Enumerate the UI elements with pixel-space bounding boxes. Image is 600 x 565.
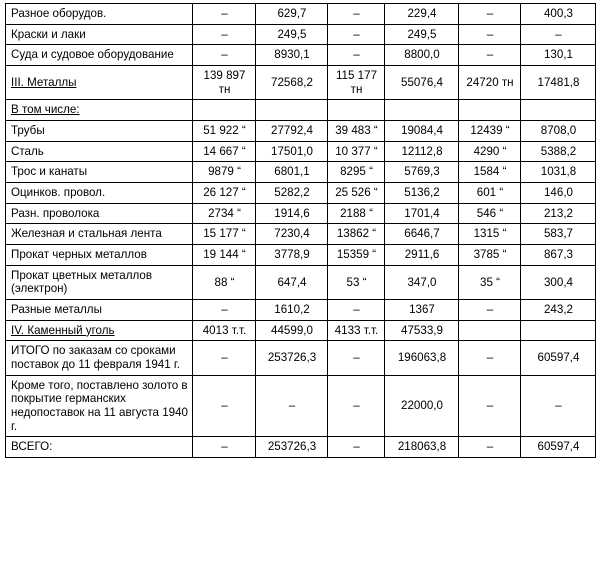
row-cell: 17481,8 xyxy=(521,66,596,100)
table-row xyxy=(6,66,596,100)
row-cell: 55076,4 xyxy=(385,66,459,100)
row-cell xyxy=(193,100,256,121)
row-cell: 347,0 xyxy=(385,265,459,299)
row-cell xyxy=(459,320,521,341)
row-cell: – xyxy=(328,4,385,25)
row-cell: – xyxy=(328,437,385,458)
row-cell: – xyxy=(459,375,521,437)
row-label: Железная и стальная лента xyxy=(6,224,193,245)
row-cell: 253726,3 xyxy=(256,437,328,458)
row-cell: – xyxy=(193,437,256,458)
row-cell: 400,3 xyxy=(521,4,596,25)
row-cell: 2188 “ xyxy=(328,203,385,224)
table-row xyxy=(6,203,596,224)
row-cell: 8708,0 xyxy=(521,121,596,142)
row-cell: 17501,0 xyxy=(256,141,328,162)
row-cell: 546 “ xyxy=(459,203,521,224)
row-cell: 867,3 xyxy=(521,245,596,266)
row-cell: 24720 тн xyxy=(459,66,521,100)
row-cell: 15 177 “ xyxy=(193,224,256,245)
row-cell: 5282,2 xyxy=(256,183,328,204)
row-cell xyxy=(521,100,596,121)
row-cell: 229,4 xyxy=(385,4,459,25)
row-cell: 601 “ xyxy=(459,183,521,204)
row-cell: 22000,0 xyxy=(385,375,459,437)
row-cell: 12439 “ xyxy=(459,121,521,142)
row-cell: 2734 “ xyxy=(193,203,256,224)
row-cell: 5388,2 xyxy=(521,141,596,162)
table-body xyxy=(6,4,596,458)
row-cell: – xyxy=(521,24,596,45)
row-label: Разное оборудов. xyxy=(6,4,193,25)
row-cell: 1031,8 xyxy=(521,162,596,183)
row-cell: – xyxy=(193,24,256,45)
row-cell xyxy=(521,320,596,341)
row-cell: 88 “ xyxy=(193,265,256,299)
row-label: Трубы xyxy=(6,121,193,142)
row-cell: 35 “ xyxy=(459,265,521,299)
row-cell: – xyxy=(521,375,596,437)
row-cell: – xyxy=(459,437,521,458)
row-label: Оцинков. провол. xyxy=(6,183,193,204)
row-cell: 12112,8 xyxy=(385,141,459,162)
row-cell: 139 897 тн xyxy=(193,66,256,100)
row-cell: 13862 “ xyxy=(328,224,385,245)
table-row xyxy=(6,375,596,437)
row-cell: 249,5 xyxy=(385,24,459,45)
row-cell: 1914,6 xyxy=(256,203,328,224)
row-cell: – xyxy=(459,341,521,375)
row-cell: 1315 “ xyxy=(459,224,521,245)
table-row xyxy=(6,245,596,266)
table-row xyxy=(6,100,596,121)
row-cell: 6801,1 xyxy=(256,162,328,183)
row-cell xyxy=(385,100,459,121)
row-cell: 6646,7 xyxy=(385,224,459,245)
row-cell: 249,5 xyxy=(256,24,328,45)
row-cell: – xyxy=(193,341,256,375)
row-cell: 51 922 “ xyxy=(193,121,256,142)
row-cell: – xyxy=(328,24,385,45)
row-cell: 60597,4 xyxy=(521,437,596,458)
row-cell: 583,7 xyxy=(521,224,596,245)
row-cell: 1367 xyxy=(385,300,459,321)
row-cell: 72568,2 xyxy=(256,66,328,100)
row-cell: 7230,4 xyxy=(256,224,328,245)
row-cell: 4290 “ xyxy=(459,141,521,162)
table-row xyxy=(6,437,596,458)
row-cell: – xyxy=(328,341,385,375)
row-cell: 14 667 “ xyxy=(193,141,256,162)
row-cell: 53 “ xyxy=(328,265,385,299)
row-cell: 300,4 xyxy=(521,265,596,299)
row-label-text: В том числе: xyxy=(11,103,80,117)
row-cell: – xyxy=(328,375,385,437)
row-cell: 4013 т.т. xyxy=(193,320,256,341)
row-cell: – xyxy=(193,300,256,321)
row-label: Прокат цветных металлов (электрон) xyxy=(6,265,193,299)
row-cell: – xyxy=(256,375,328,437)
row-cell: 1610,2 xyxy=(256,300,328,321)
row-label: Трос и канаты xyxy=(6,162,193,183)
row-cell: 115 177 тн xyxy=(328,66,385,100)
row-label: ИТОГО по заказам со сроками поставок до 11 февраля 1941 г. xyxy=(6,341,193,375)
row-label xyxy=(6,320,193,341)
row-cell: 9879 “ xyxy=(193,162,256,183)
row-cell: 47533,9 xyxy=(385,320,459,341)
row-label-text: IV. Каменный уголь xyxy=(11,323,115,337)
row-cell: 218063,8 xyxy=(385,437,459,458)
row-cell: 1701,4 xyxy=(385,203,459,224)
row-label: Разные металлы xyxy=(6,300,193,321)
row-cell: 130,1 xyxy=(521,45,596,66)
row-cell: 39 483 “ xyxy=(328,121,385,142)
row-label: ВСЕГО: xyxy=(6,437,193,458)
row-cell: 8930,1 xyxy=(256,45,328,66)
table-row xyxy=(6,45,596,66)
row-cell: 10 377 “ xyxy=(328,141,385,162)
row-cell: – xyxy=(459,24,521,45)
row-cell: 8295 “ xyxy=(328,162,385,183)
row-cell: 5769,3 xyxy=(385,162,459,183)
row-cell: – xyxy=(193,4,256,25)
table-row xyxy=(6,341,596,375)
row-cell: 146,0 xyxy=(521,183,596,204)
table-row xyxy=(6,162,596,183)
table-row xyxy=(6,265,596,299)
row-cell: 19 144 “ xyxy=(193,245,256,266)
table-row xyxy=(6,183,596,204)
row-cell: 5136,2 xyxy=(385,183,459,204)
row-cell: 26 127 “ xyxy=(193,183,256,204)
row-cell: 629,7 xyxy=(256,4,328,25)
row-cell: 3778,9 xyxy=(256,245,328,266)
row-cell: – xyxy=(193,45,256,66)
row-cell: 8800,0 xyxy=(385,45,459,66)
row-cell: 243,2 xyxy=(521,300,596,321)
row-label: Краски и лаки xyxy=(6,24,193,45)
row-cell: 27792,4 xyxy=(256,121,328,142)
row-cell: 196063,8 xyxy=(385,341,459,375)
row-cell: 213,2 xyxy=(521,203,596,224)
row-cell: 19084,4 xyxy=(385,121,459,142)
row-cell xyxy=(328,100,385,121)
table-row xyxy=(6,320,596,341)
table-row xyxy=(6,121,596,142)
row-cell: 25 526 “ xyxy=(328,183,385,204)
row-cell: 253726,3 xyxy=(256,341,328,375)
row-cell: – xyxy=(459,300,521,321)
row-cell: 15359 “ xyxy=(328,245,385,266)
row-label: Кроме того, поставлено золото в покрытие германских недопоставок на 11 августа 1940 г. xyxy=(6,375,193,437)
row-cell xyxy=(256,100,328,121)
row-cell: 1584 “ xyxy=(459,162,521,183)
table-row xyxy=(6,141,596,162)
row-label: Разн. проволока xyxy=(6,203,193,224)
table-row xyxy=(6,4,596,25)
row-cell: 647,4 xyxy=(256,265,328,299)
row-cell: 60597,4 xyxy=(521,341,596,375)
row-cell: – xyxy=(328,45,385,66)
row-cell: – xyxy=(328,300,385,321)
row-cell: 44599,0 xyxy=(256,320,328,341)
row-cell: 4133 т.т. xyxy=(328,320,385,341)
row-label: Суда и судовое оборудование xyxy=(6,45,193,66)
row-label-text: III. Металлы xyxy=(11,75,77,89)
row-label: Прокат черных металлов xyxy=(6,245,193,266)
row-cell: – xyxy=(459,4,521,25)
row-cell: – xyxy=(193,375,256,437)
table-row xyxy=(6,224,596,245)
row-cell xyxy=(459,100,521,121)
table-row xyxy=(6,300,596,321)
row-label xyxy=(6,66,193,100)
row-label: Сталь xyxy=(6,141,193,162)
row-cell: 2911,6 xyxy=(385,245,459,266)
table-row xyxy=(6,24,596,45)
supply-deliveries-table xyxy=(5,3,596,458)
row-label xyxy=(6,100,193,121)
row-cell: 3785 “ xyxy=(459,245,521,266)
row-cell: – xyxy=(459,45,521,66)
